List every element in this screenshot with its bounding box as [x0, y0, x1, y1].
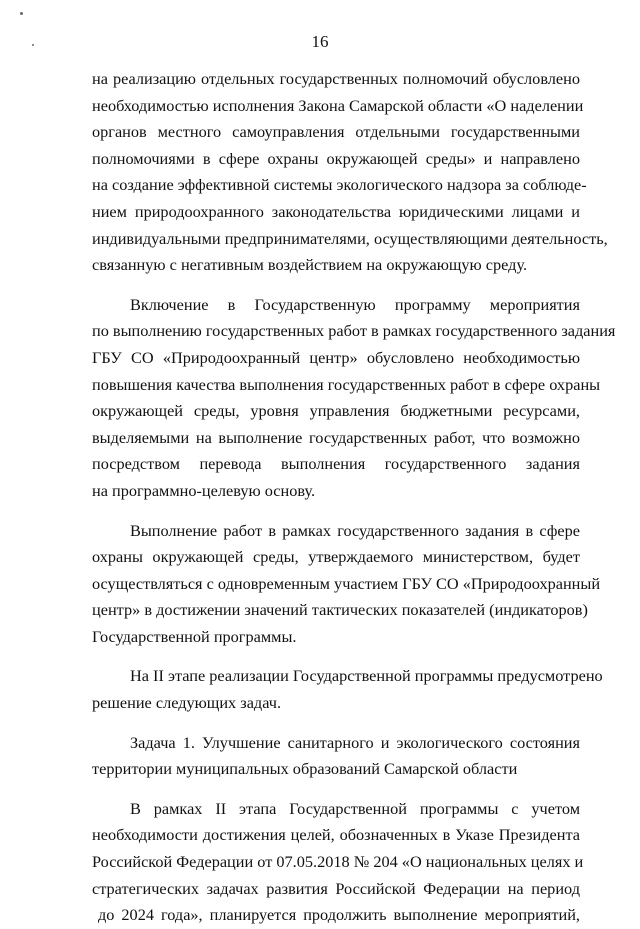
scan-speck	[20, 12, 23, 15]
text-line: территории муниципальных образований Самарской области	[92, 759, 518, 779]
text-line: В рамках II этапа Государственной программы с учетом	[130, 798, 580, 818]
text-line: по выполнению государственных работ в рамках государственного задания	[92, 321, 616, 341]
text-line: Включение в Государственную программу мероприятия	[130, 294, 580, 314]
text-line: связанную с негативным воздействием на окружающую среду.	[92, 255, 528, 275]
text-line: органов местного самоуправления отдельными государственными	[92, 122, 580, 142]
text-line: необходимостью исполнения Закона Самарской области «О наделении	[92, 95, 584, 115]
text-line: повышения качества выполнения государственных работ в сфере охраны	[92, 374, 601, 394]
paragraph	[92, 292, 616, 505]
text-line: Российской Федерации от 07.05.2018 № 204 «О национальных целях и	[92, 852, 584, 872]
text-line: Выполнение работ в рамках государственного задания в сфере	[130, 520, 580, 540]
text-line: на реализацию отдельных государственных полномочий обусловлено	[92, 69, 580, 88]
text-line: На II этапе реализации Государственной программы предусмотрено	[130, 666, 603, 686]
text-line: до 2024 года», планируется продолжить выполнение мероприятий,	[98, 905, 580, 925]
text-line: осуществляться с одновременным участием ГБУ СО «Природоохранный	[92, 573, 601, 593]
paragraph	[92, 66, 608, 279]
text-line: центр» в достижении значений тактических показателей (индикаторов)	[92, 600, 588, 620]
text-line: охраны окружающей среды, утверждаемого министерством, будет	[92, 547, 580, 567]
text-line: посредством перевода выполнения государственного задания	[92, 454, 580, 474]
text-line: необходимости достижения целей, обозначенных в Указе Президента	[92, 825, 580, 845]
text-line: выделяемыми на выполнение государственных работ, что возможно	[92, 427, 580, 447]
text-line: стратегических задачах развития Российской Федерации на период	[92, 878, 580, 898]
text-line: на программно-целевую основу.	[92, 480, 316, 500]
paragraph	[92, 663, 603, 716]
text-line: Задача 1. Улучшение санитарного и экологического состояния	[130, 732, 580, 752]
document-body	[92, 66, 616, 929]
text-line: решение следующих задач.	[92, 693, 282, 713]
text-line: полномочиями в сфере охраны окружающей среды» и направлено	[92, 148, 580, 168]
task-heading	[92, 730, 580, 783]
paragraph	[92, 796, 584, 929]
text-line: ГБУ СО «Природоохранный центр» обусловлено необходимостью	[92, 347, 580, 367]
text-line: Государственной программы.	[92, 626, 297, 646]
text-line: на создание эффективной системы экологического надзора за соблюде-	[92, 175, 587, 195]
text-line: индивидуальными предпринимателями, осуществляющими деятельность,	[92, 228, 608, 248]
page-number: 16	[311, 32, 329, 51]
text-line: окружающей среды, уровня управления бюджетными ресурсами,	[92, 401, 580, 421]
paragraph	[92, 518, 601, 651]
text-line: нием природоохранного законодательства юридическими лицами и	[92, 201, 580, 221]
